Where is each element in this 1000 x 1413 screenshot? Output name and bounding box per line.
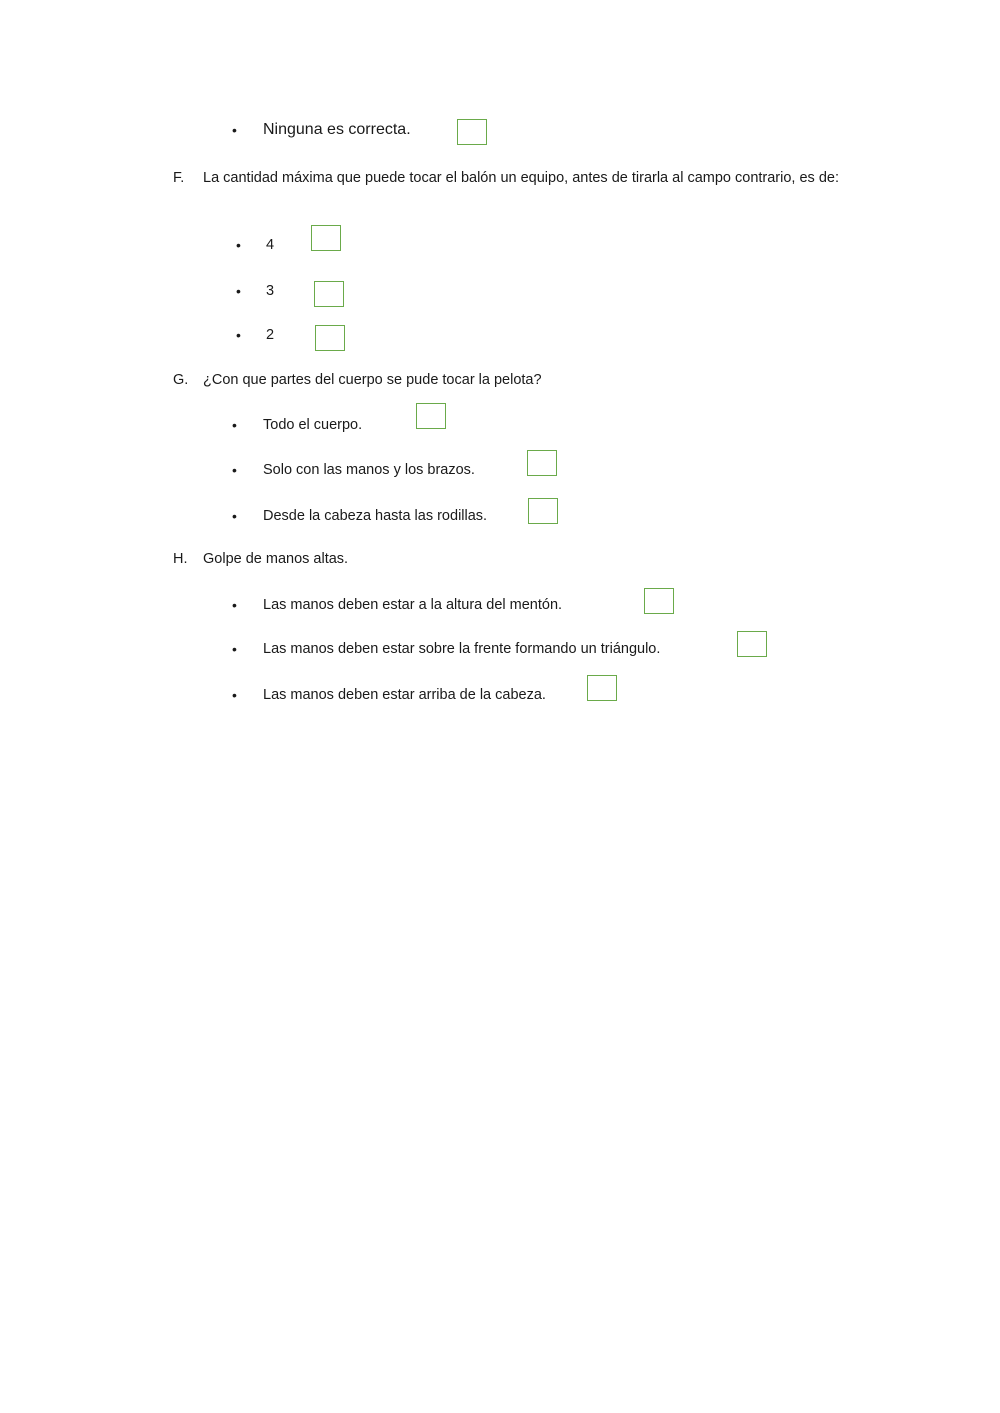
option-label: Todo el cuerpo. xyxy=(263,417,363,433)
answer-checkbox[interactable] xyxy=(314,281,344,307)
question-text: Golpe de manos altas. xyxy=(203,551,349,567)
bullet: • xyxy=(232,641,237,657)
option-label: 2 xyxy=(266,327,275,343)
question-letter: F. xyxy=(173,170,185,186)
answer-checkbox[interactable] xyxy=(311,225,341,251)
answer-checkbox[interactable] xyxy=(587,675,617,701)
answer-checkbox[interactable] xyxy=(416,403,446,429)
answer-checkbox[interactable] xyxy=(527,450,557,476)
question-letter: G. xyxy=(173,372,189,388)
bullet: • xyxy=(236,237,241,253)
bullet: • xyxy=(232,462,237,478)
answer-checkbox[interactable] xyxy=(315,325,345,351)
option-label: 4 xyxy=(266,237,275,253)
option-label: Desde la cabeza hasta las rodillas. xyxy=(263,508,488,524)
option-label: Ninguna es correcta. xyxy=(263,121,411,138)
bullet: • xyxy=(232,417,237,433)
bullet: • xyxy=(232,122,237,138)
bullet: • xyxy=(236,327,241,343)
option-label: Solo con las manos y los brazos. xyxy=(263,462,475,478)
answer-checkbox[interactable] xyxy=(528,498,558,524)
option-label: Las manos deben estar a la altura del mentón. xyxy=(263,597,563,613)
question-text: ¿Con que partes del cuerpo se pude tocar la pelota? xyxy=(203,372,542,388)
answer-checkbox[interactable] xyxy=(644,588,674,614)
bullet: • xyxy=(232,687,237,703)
option-label: 3 xyxy=(266,283,275,299)
bullet: • xyxy=(236,283,241,299)
bullet: • xyxy=(232,508,237,524)
option-label: Las manos deben estar sobre la frente formando un triángulo. xyxy=(263,641,661,657)
bullet: • xyxy=(232,597,237,613)
option-label: Las manos deben estar arriba de la cabeza. xyxy=(263,687,546,703)
answer-checkbox[interactable] xyxy=(737,631,767,657)
question-letter: H. xyxy=(173,551,188,567)
answer-checkbox[interactable] xyxy=(457,119,487,145)
question-text: La cantidad máxima que puede tocar el balón un equipo, antes de tirarla al campo contrario, es de: xyxy=(203,170,839,186)
